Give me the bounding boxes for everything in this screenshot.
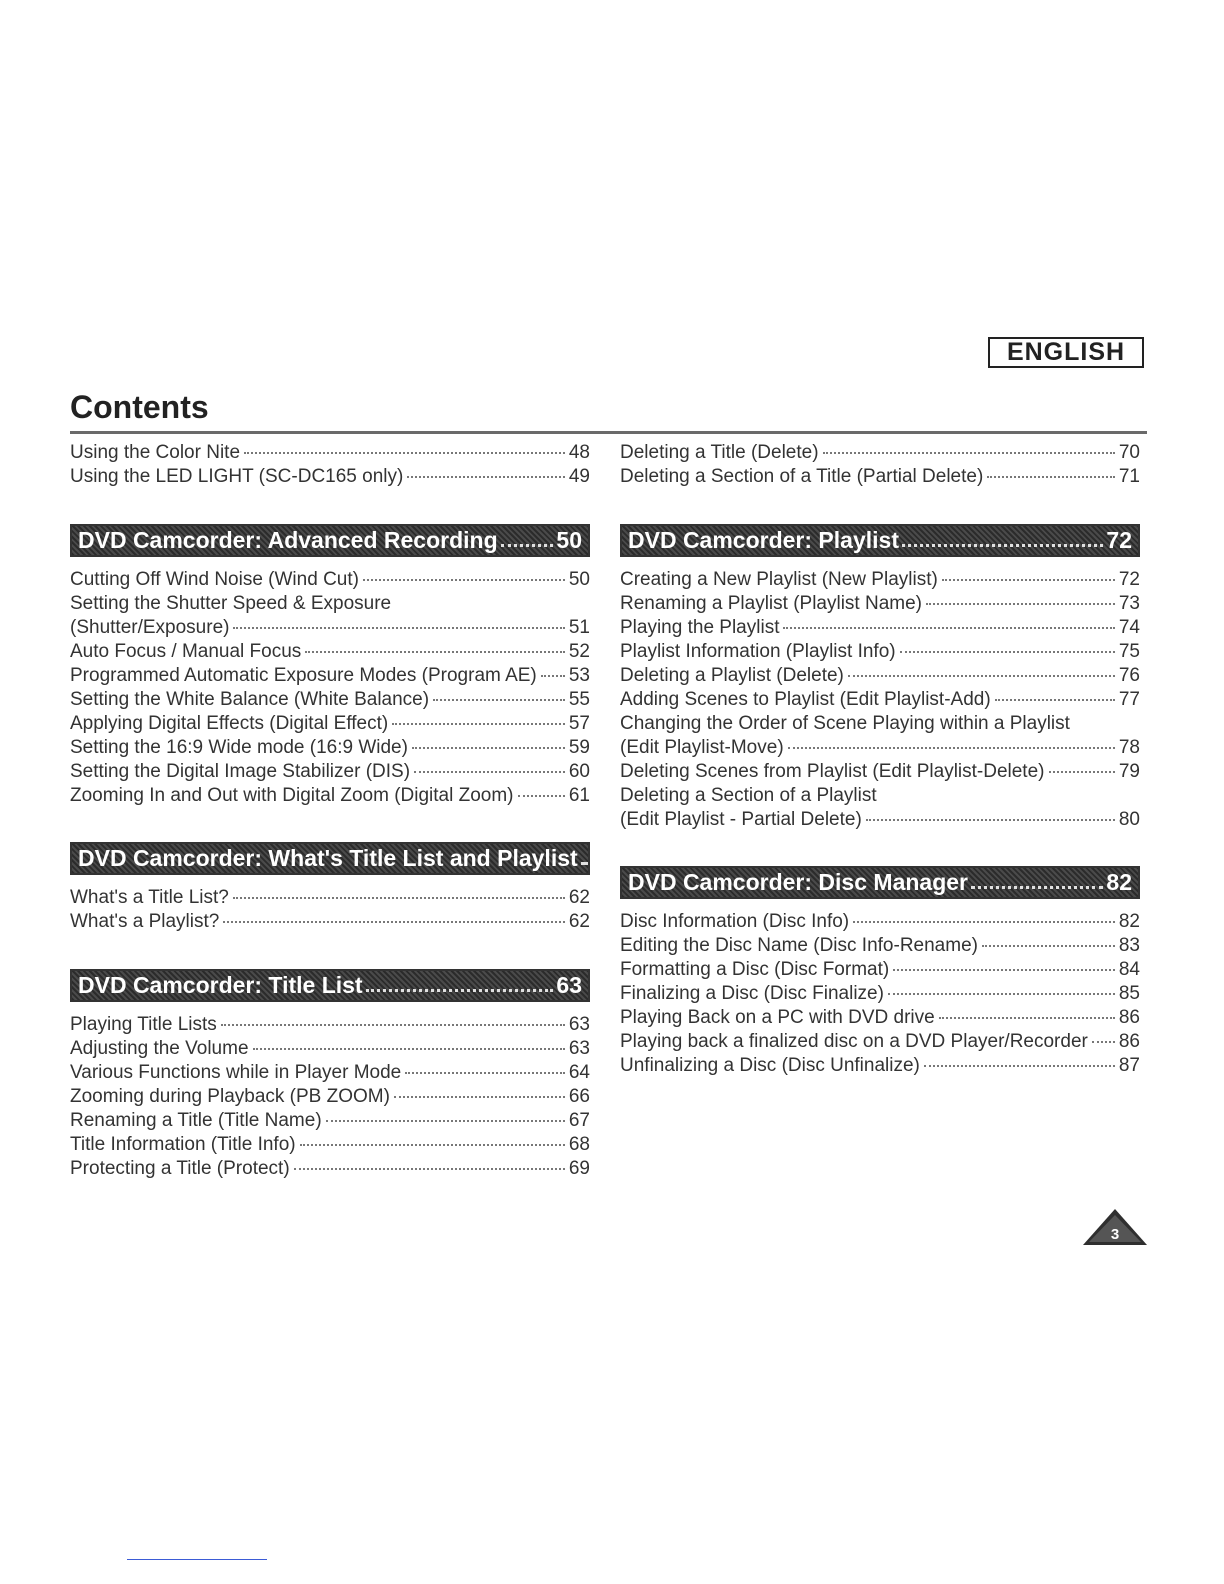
toc-entry[interactable] bbox=[70, 568, 590, 592]
dot-leader bbox=[866, 819, 1115, 821]
toc-entry-title: Deleting a Section of a Playlist bbox=[620, 785, 877, 806]
toc-entry[interactable] bbox=[620, 1030, 1140, 1054]
toc-entry-title: Applying Digital Effects (Digital Effect) bbox=[70, 713, 389, 734]
toc-entry-page: 66 bbox=[568, 1086, 590, 1107]
toc-entry-title: Playing Title Lists bbox=[70, 1014, 217, 1035]
toc-entry-title: Playing the Playlist bbox=[620, 617, 780, 638]
dot-leader bbox=[995, 699, 1115, 701]
dot-leader bbox=[363, 579, 565, 581]
section-title: DVD Camcorder: Advanced Recording bbox=[78, 527, 498, 553]
toc-entry[interactable] bbox=[620, 640, 1140, 664]
toc-entry-title: Changing the Order of Scene Playing within a Playlist bbox=[620, 713, 1070, 734]
toc-entry-title: Formatting a Disc (Disc Format) bbox=[620, 959, 890, 980]
dot-leader bbox=[924, 1065, 1115, 1067]
toc-entry-title: Disc Information (Disc Info) bbox=[620, 911, 850, 932]
toc-entry-title: (Shutter/Exposure) bbox=[70, 617, 230, 638]
toc-entry-title: Finalizing a Disc (Disc Finalize) bbox=[620, 983, 884, 1004]
toc-entry[interactable] bbox=[70, 910, 590, 934]
toc-entry-page: 72 bbox=[1118, 569, 1140, 590]
dot-leader bbox=[326, 1120, 565, 1122]
toc-entry-title: Using the Color Nite bbox=[70, 442, 241, 463]
toc-entry-page: 86 bbox=[1118, 1007, 1140, 1028]
dot-leader bbox=[233, 897, 565, 899]
toc-entry[interactable] bbox=[70, 886, 590, 910]
dot-leader bbox=[407, 476, 565, 478]
toc-entry-title: Deleting a Playlist (Delete) bbox=[620, 665, 844, 686]
toc-entry-page: 76 bbox=[1118, 665, 1140, 686]
toc-entry-title: Setting the Digital Image Stabilizer (DIS) bbox=[70, 761, 411, 782]
section-header[interactable] bbox=[620, 866, 1140, 899]
toc-entry[interactable] bbox=[70, 640, 590, 664]
dot-leader bbox=[433, 699, 565, 701]
toc-block bbox=[620, 568, 1140, 832]
right-column bbox=[620, 441, 1140, 1078]
page-number-triangle-icon bbox=[1083, 1209, 1147, 1245]
toc-entry-title: Setting the White Balance (White Balance) bbox=[70, 689, 430, 710]
dot-leader bbox=[294, 1168, 565, 1170]
toc-entry[interactable] bbox=[70, 441, 590, 465]
toc-entry-page: 64 bbox=[568, 1062, 590, 1083]
section-title: DVD Camcorder: What's Title List and Playlist bbox=[78, 845, 578, 871]
toc-entry[interactable] bbox=[70, 1037, 590, 1061]
page-number: 3 bbox=[1110, 1226, 1120, 1243]
section-page: 63 bbox=[556, 972, 582, 998]
toc-entry-title: Renaming a Playlist (Playlist Name) bbox=[620, 593, 922, 614]
left-column bbox=[70, 441, 616, 1181]
dot-leader bbox=[971, 886, 1103, 889]
toc-block bbox=[70, 441, 590, 489]
toc-entry-page: 51 bbox=[568, 617, 590, 638]
toc-entry-title: Deleting Scenes from Playlist (Edit Playlist-Delete) bbox=[620, 761, 1045, 782]
toc-entry-page: 50 bbox=[568, 569, 590, 590]
section-header[interactable] bbox=[70, 842, 616, 875]
toc-entry[interactable] bbox=[70, 465, 590, 489]
toc-entry-page: 83 bbox=[1118, 935, 1140, 956]
toc-entry-title: Title Information (Title Info) bbox=[70, 1134, 296, 1155]
toc-entry[interactable] bbox=[70, 784, 590, 808]
section-title: DVD Camcorder: Title List bbox=[78, 972, 363, 998]
toc-entry[interactable] bbox=[70, 760, 590, 784]
toc-entry[interactable] bbox=[620, 688, 1140, 712]
dot-leader bbox=[783, 627, 1114, 629]
toc-entry-page: 78 bbox=[1118, 737, 1140, 758]
toc-entry-title: (Edit Playlist - Partial Delete) bbox=[620, 809, 862, 830]
toc-entry[interactable] bbox=[70, 1109, 590, 1133]
toc-entry-page: 57 bbox=[568, 713, 590, 734]
toc-entry[interactable] bbox=[620, 982, 1140, 1006]
toc-block bbox=[70, 568, 590, 808]
dot-leader bbox=[848, 675, 1115, 677]
toc-entry[interactable] bbox=[70, 736, 590, 760]
toc-entry-page: 62 bbox=[568, 887, 590, 908]
toc-entry-page: 80 bbox=[1118, 809, 1140, 830]
dot-leader bbox=[233, 627, 564, 629]
dot-leader bbox=[823, 452, 1115, 454]
toc-entry[interactable] bbox=[620, 808, 1140, 832]
toc-entry[interactable] bbox=[70, 1013, 590, 1037]
toc-entry[interactable] bbox=[70, 664, 590, 688]
section-title: DVD Camcorder: Playlist bbox=[628, 527, 899, 553]
toc-entry-title: What's a Playlist? bbox=[70, 911, 220, 932]
toc-entry[interactable] bbox=[70, 1133, 590, 1157]
toc-entry-page: 70 bbox=[1118, 442, 1140, 463]
toc-block bbox=[70, 886, 590, 934]
toc-entry-title: Deleting a Section of a Title (Partial Delete) bbox=[620, 466, 984, 487]
toc-block bbox=[70, 1013, 590, 1181]
section-header[interactable] bbox=[70, 524, 590, 557]
toc-entry[interactable] bbox=[620, 568, 1140, 592]
toc-entry-page: 67 bbox=[568, 1110, 590, 1131]
toc-entry-page: 62 bbox=[568, 911, 590, 932]
toc-entry-page: 63 bbox=[568, 1038, 590, 1059]
dot-leader bbox=[405, 1072, 565, 1074]
dot-leader bbox=[900, 651, 1115, 653]
toc-entry-page: 61 bbox=[568, 785, 590, 806]
dot-leader bbox=[501, 544, 554, 547]
toc-entry[interactable] bbox=[70, 1085, 590, 1109]
section-page: 62 bbox=[589, 845, 616, 871]
title-divider bbox=[70, 431, 1147, 434]
page-title: Contents bbox=[70, 389, 209, 425]
dot-leader bbox=[223, 921, 565, 923]
toc-entry-title: Unfinalizing a Disc (Disc Unfinalize) bbox=[620, 1055, 920, 1076]
toc-entry-page: 85 bbox=[1118, 983, 1140, 1004]
dot-leader bbox=[939, 1017, 1115, 1019]
toc-entry-title: Playing Back on a PC with DVD drive bbox=[620, 1007, 935, 1028]
dot-leader bbox=[253, 1048, 565, 1050]
toc-entry-title: Zooming In and Out with Digital Zoom (Digital Zoom) bbox=[70, 785, 514, 806]
toc-entry[interactable] bbox=[620, 441, 1140, 465]
toc-entry-title: (Edit Playlist-Move) bbox=[620, 737, 784, 758]
toc-entry[interactable] bbox=[620, 1006, 1140, 1030]
dot-leader bbox=[541, 675, 565, 677]
section-header[interactable] bbox=[620, 524, 1140, 557]
dot-leader bbox=[305, 651, 565, 653]
toc-entry[interactable] bbox=[620, 958, 1140, 982]
toc-entry-page: 86 bbox=[1118, 1031, 1140, 1052]
toc-entry[interactable] bbox=[620, 910, 1140, 934]
dot-leader bbox=[982, 945, 1115, 947]
dot-leader bbox=[902, 544, 1103, 547]
section-header[interactable] bbox=[70, 969, 590, 1002]
dot-leader bbox=[366, 989, 554, 992]
dot-leader bbox=[412, 747, 565, 749]
dot-leader bbox=[392, 723, 565, 725]
toc-entry-title: Deleting a Title (Delete) bbox=[620, 442, 819, 463]
toc-entry-page: 73 bbox=[1118, 593, 1140, 614]
toc-entry-title: Editing the Disc Name (Disc Info-Rename) bbox=[620, 935, 978, 956]
toc-entry-title: Various Functions while in Player Mode bbox=[70, 1062, 402, 1083]
toc-entry-page: 74 bbox=[1118, 617, 1140, 638]
toc-entry-title: Renaming a Title (Title Name) bbox=[70, 1110, 322, 1131]
toc-entry-page: 79 bbox=[1118, 761, 1140, 782]
dot-leader bbox=[893, 969, 1115, 971]
toc-entry-title: Using the LED LIGHT (SC-DC165 only) bbox=[70, 466, 404, 487]
dot-leader bbox=[1092, 1041, 1115, 1043]
toc-entry-page: 82 bbox=[1118, 911, 1140, 932]
dot-leader bbox=[788, 747, 1115, 749]
dot-leader bbox=[853, 921, 1115, 923]
toc-entry[interactable] bbox=[620, 934, 1140, 958]
dot-leader bbox=[987, 476, 1115, 478]
toc-entry-title: What's a Title List? bbox=[70, 887, 229, 908]
toc-entry-page: 48 bbox=[568, 442, 590, 463]
toc-entry[interactable] bbox=[70, 1157, 590, 1181]
toc-block bbox=[620, 910, 1140, 1078]
toc-entry-page: 71 bbox=[1118, 466, 1140, 487]
toc-entry-page: 87 bbox=[1118, 1055, 1140, 1076]
toc-entry-page: 49 bbox=[568, 466, 590, 487]
toc-entry[interactable] bbox=[620, 760, 1140, 784]
toc-entry-title: Setting the Shutter Speed & Exposure bbox=[70, 593, 392, 614]
dot-leader bbox=[394, 1096, 565, 1098]
toc-entry-page: 53 bbox=[568, 665, 590, 686]
toc-entry-title: Adding Scenes to Playlist (Edit Playlist-Add) bbox=[620, 689, 991, 710]
toc-entry[interactable] bbox=[620, 465, 1140, 489]
toc-entry-title: Adjusting the Volume bbox=[70, 1038, 249, 1059]
toc-entry-page: 59 bbox=[568, 737, 590, 758]
toc-entry-title: Cutting Off Wind Noise (Wind Cut) bbox=[70, 569, 359, 590]
toc-entry[interactable] bbox=[70, 616, 590, 640]
toc-entry-title: Creating a New Playlist (New Playlist) bbox=[620, 569, 938, 590]
dot-leader bbox=[1049, 771, 1115, 773]
section-page: 82 bbox=[1106, 869, 1132, 895]
toc-entry-page: 84 bbox=[1118, 959, 1140, 980]
toc-block bbox=[620, 441, 1140, 489]
language-badge: ENGLISH bbox=[988, 337, 1144, 368]
toc-entry-page: 77 bbox=[1118, 689, 1140, 710]
dot-leader bbox=[581, 862, 587, 865]
dot-leader bbox=[888, 993, 1115, 995]
toc-entry-page: 52 bbox=[568, 641, 590, 662]
toc-entry-page: 55 bbox=[568, 689, 590, 710]
toc-entry-title: Zooming during Playback (PB ZOOM) bbox=[70, 1086, 390, 1107]
toc-entry-page: 60 bbox=[568, 761, 590, 782]
toc-entry-page: 63 bbox=[568, 1014, 590, 1035]
dot-leader bbox=[518, 795, 565, 797]
toc-entry-page: 69 bbox=[568, 1158, 590, 1179]
toc-entry[interactable] bbox=[620, 664, 1140, 688]
toc-entry[interactable] bbox=[70, 688, 590, 712]
section-page: 72 bbox=[1106, 527, 1132, 553]
dot-leader bbox=[942, 579, 1115, 581]
toc-entry-page: 68 bbox=[568, 1134, 590, 1155]
toc-entry-title: Auto Focus / Manual Focus bbox=[70, 641, 302, 662]
toc-entry[interactable] bbox=[620, 736, 1140, 760]
dot-leader bbox=[244, 452, 565, 454]
toc-entry-page: 75 bbox=[1118, 641, 1140, 662]
dot-leader bbox=[926, 603, 1115, 605]
section-title: DVD Camcorder: Disc Manager bbox=[628, 869, 968, 895]
toc-entry-title: Programmed Automatic Exposure Modes (Program AE) bbox=[70, 665, 537, 686]
footer-link-line bbox=[127, 1559, 267, 1560]
dot-leader bbox=[300, 1144, 565, 1146]
toc-entry[interactable] bbox=[70, 1061, 590, 1085]
toc-entry[interactable] bbox=[620, 1054, 1140, 1078]
toc-entry[interactable] bbox=[620, 592, 1140, 616]
toc-entry-title: Playing back a finalized disc on a DVD Player/Recorder bbox=[620, 1031, 1088, 1052]
toc-entry-title: Setting the 16:9 Wide mode (16:9 Wide) bbox=[70, 737, 408, 758]
toc-entry-title: Playlist Information (Playlist Info) bbox=[620, 641, 896, 662]
toc-entry[interactable] bbox=[620, 616, 1140, 640]
dot-leader bbox=[221, 1024, 565, 1026]
toc-entry[interactable] bbox=[70, 712, 590, 736]
toc-entry-title: Protecting a Title (Protect) bbox=[70, 1158, 290, 1179]
section-page: 50 bbox=[556, 527, 582, 553]
dot-leader bbox=[414, 771, 565, 773]
